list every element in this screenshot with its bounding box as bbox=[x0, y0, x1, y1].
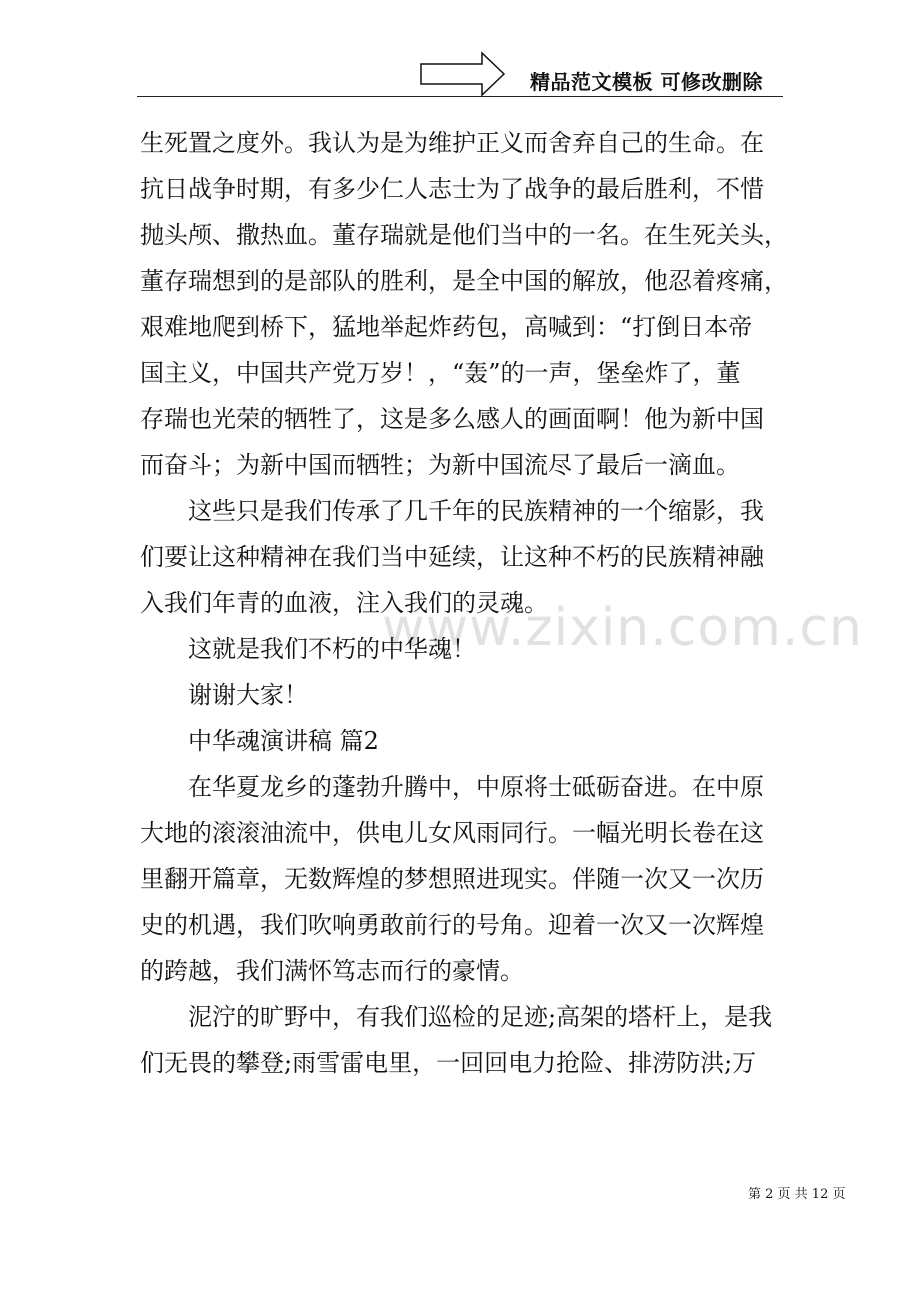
body-line: 国主义，中国共产党万岁！，“轰”的一声，堡垒炸了，董 bbox=[140, 359, 741, 387]
body-line: 在华夏龙乡的蓬勃升腾中，中原将士砥砺奋进。在中原 bbox=[188, 773, 764, 801]
body-line: 史的机遇，我们吹响勇敢前行的号角。迎着一次又一次辉煌 bbox=[140, 911, 764, 939]
body-line: 抛头颅、撒热血。董存瑞就是他们当中的一名。在生死关头， bbox=[140, 221, 788, 249]
body-line: 谢谢大家！ bbox=[188, 681, 308, 709]
body-line: 泥泞的旷野中，有我们巡检的足迹;高架的塔杆上，是我 bbox=[188, 1003, 773, 1031]
body-line: 们要让这种精神在我们当中延续，让这种不朽的民族精神融 bbox=[140, 543, 764, 571]
body-line: 这些只是我们传承了几千年的民族精神的一个缩影，我 bbox=[188, 497, 764, 525]
right-arrow-icon bbox=[420, 51, 506, 97]
body-line: 这就是我们不朽的中华魂！ bbox=[188, 635, 476, 663]
body-line: 抗日战争时期，有多少仁人志士为了战争的最后胜利，不惜 bbox=[140, 175, 764, 203]
page-header bbox=[0, 0, 920, 100]
header-title: 精品范文模板 可修改删除 bbox=[530, 70, 763, 94]
body-line: 而奋斗；为新中国而牺牲；为新中国流尽了最后一滴血。 bbox=[140, 451, 740, 479]
body-line: 里翻开篇章，无数辉煌的梦想照进现实。伴随一次又一次历 bbox=[140, 865, 764, 893]
document-body bbox=[140, 120, 800, 1086]
body-line: 的跨越，我们满怀笃志而行的豪情。 bbox=[140, 957, 524, 985]
body-line: 入我们年青的血液，注入我们的灵魂。 bbox=[140, 589, 548, 617]
body-line: 大地的滚滚油流中，供电儿女风雨同行。一幅光明长卷在这 bbox=[140, 819, 764, 847]
header-divider bbox=[137, 96, 783, 97]
body-line: 艰难地爬到桥下，猛地举起炸药包，高喊到：“打倒日本帝 bbox=[140, 313, 753, 341]
page-footer: 第 2 页 共 12 页 bbox=[748, 1187, 846, 1202]
watermark: www.zixin.com.cn bbox=[382, 598, 863, 658]
body-line: 们无畏的攀登;雨雪雷电里，一回回电力抢险、排涝防洪;万 bbox=[140, 1049, 757, 1077]
body-line: 董存瑞想到的是部队的胜利，是全中国的解放，他忍着疼痛， bbox=[140, 267, 788, 295]
section-heading: 中华魂演讲稿 篇2 bbox=[188, 727, 379, 755]
body-line: 存瑞也光荣的牺牲了，这是多么感人的画面啊！他为新中国 bbox=[140, 405, 764, 433]
body-line: 生死置之度外。我认为是为维护正义而舍弃自己的生命。在 bbox=[140, 129, 764, 157]
